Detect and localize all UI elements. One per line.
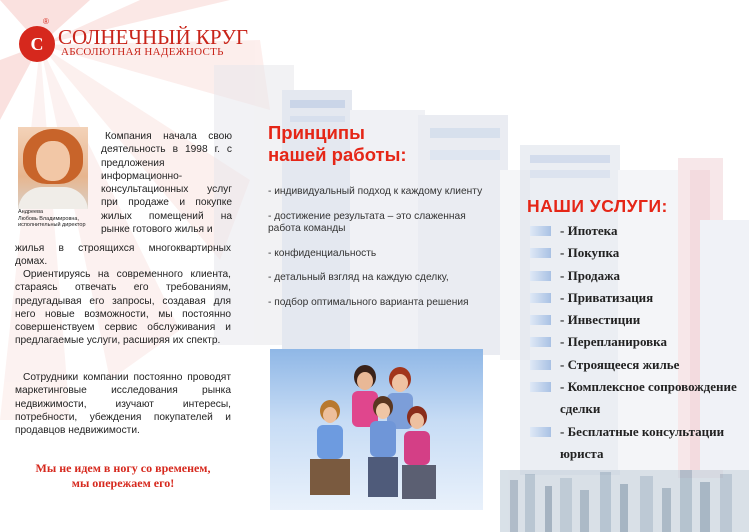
service-label: - Продажа [560, 267, 621, 283]
service-label: - Строящееся жилье [560, 356, 680, 372]
team-photo-illustration [270, 349, 483, 510]
service-item [528, 421, 743, 466]
service-item [528, 354, 743, 376]
company-name: СОЛНЕЧНЫЙ КРУГ [58, 25, 249, 49]
director-fullname: Любовь Владимировна, [18, 215, 79, 222]
bullet-icon [530, 427, 551, 437]
service-label: - Бесплатные консультации юриста [560, 423, 725, 461]
service-item [528, 376, 743, 421]
service-item [528, 309, 743, 331]
registered-mark: ® [43, 17, 49, 26]
director-caption [18, 209, 86, 229]
services-list [528, 220, 743, 465]
service-label: - Покупка [560, 245, 620, 261]
bullet-icon [530, 248, 551, 258]
principle-item: - подбор оптимального варианта решения [268, 296, 469, 308]
service-label: - Приватизация [560, 289, 654, 305]
director-surname: Андреева [18, 209, 44, 215]
principles-heading [268, 122, 407, 166]
bullet-icon [530, 226, 551, 236]
logo-icon: С [19, 26, 55, 62]
principles-heading-line-2: нашей работы: [268, 144, 407, 165]
intro-paragraph: Компания начала свою деятельность в 1998 г. с предложения информационно-консультационных услуг при продаже и покупке жилых помещений на рынке готового жилья и [101, 131, 232, 236]
director-photo [18, 127, 88, 209]
principles-heading-line-1: Принципы [268, 122, 365, 143]
principle-item: - конфиденциальность [268, 247, 377, 259]
services-heading: НАШИ УСЛУГИ: [527, 196, 668, 216]
bullet-icon [530, 293, 551, 303]
principles-list [268, 186, 493, 321]
principle-item: - индивидуальный подход к каждому клиенту [268, 186, 483, 197]
intro-paragraph-continued: жилья в строящихся многоквартирных домах. [15, 243, 231, 268]
service-item [528, 220, 743, 242]
bullet-icon [530, 337, 551, 347]
bullet-icon [530, 360, 551, 370]
principle-item: - достижение результата – это слаженная работа команды [268, 210, 466, 234]
slogan [15, 461, 231, 491]
city-skyline [500, 470, 749, 532]
bullet-icon [530, 382, 551, 392]
research-paragraph: Сотрудники компании постоянно проводят маркетинговые исследования рынка недвижимости, изучают интересы, потребности, убеждения покупателей и продавцов недвижимости. [15, 372, 231, 437]
service-label: - Ипотека [560, 223, 618, 238]
service-item [528, 331, 743, 353]
service-item [528, 265, 743, 287]
director-role: исполнительный директор [18, 222, 86, 228]
principle-item: - детальный взгляд на каждую сделку, [268, 272, 449, 283]
service-label: - Перепланировка [560, 334, 667, 350]
bullet-icon [530, 271, 551, 281]
slogan-line-1: Мы не идем в ногу со временем, [35, 461, 211, 475]
team-photo [270, 349, 483, 510]
company-tagline: АБСОЛЮТНАЯ НАДЕЖНОСТЬ [61, 46, 224, 58]
service-item [528, 242, 743, 264]
client-paragraph: Ориентируясь на современного клиента, стараясь отвечать его требованиям, предугадывая его запросы, создавая для него новые возможности, мы постоянно совершенствуем сервис обслуживания и предлагаемые услуги, расширяя их спектр. [15, 269, 231, 347]
service-item [528, 287, 743, 309]
service-label: - Комплексное сопровождение сделки [560, 379, 737, 417]
service-label: - Инвестиции [560, 312, 641, 328]
bullet-icon [530, 315, 551, 325]
slogan-line-2: мы опережаем его! [71, 476, 175, 490]
